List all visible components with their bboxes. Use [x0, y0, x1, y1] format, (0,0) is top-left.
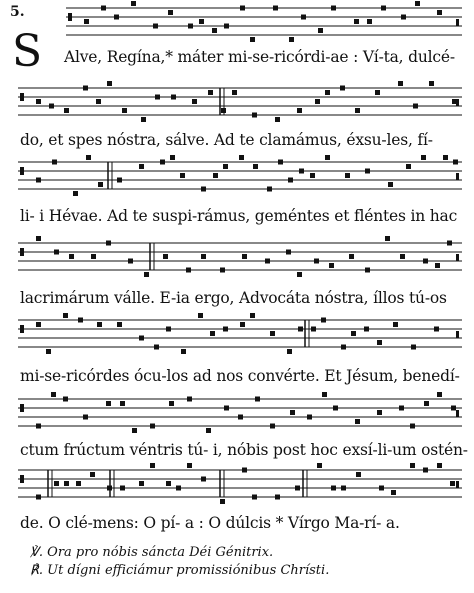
neume-note — [210, 331, 215, 336]
neume-note — [447, 241, 452, 246]
neume-note — [120, 401, 125, 406]
neume-note — [356, 472, 361, 477]
neume-note — [355, 108, 360, 113]
neume-note — [153, 24, 158, 29]
neume-note — [96, 99, 101, 104]
neume-note — [451, 406, 456, 411]
neume-note — [413, 104, 418, 109]
staff-5 — [0, 314, 474, 364]
neume-note — [170, 155, 175, 160]
neume-note — [69, 254, 74, 259]
neume-note — [298, 327, 303, 332]
neume-note — [187, 463, 192, 468]
neume-note — [150, 424, 155, 429]
neume-note — [415, 1, 420, 6]
neume-note — [289, 37, 294, 42]
neume-note — [314, 259, 319, 264]
neume-note — [377, 340, 382, 345]
versicle-line — [30, 545, 273, 560]
neume-note — [275, 117, 280, 122]
neume-note — [341, 345, 346, 350]
neume-note — [120, 486, 125, 491]
neume-note — [128, 259, 133, 264]
neume-note — [36, 178, 41, 183]
neume-note — [52, 160, 57, 165]
neume-note — [424, 401, 429, 406]
neume-note — [83, 415, 88, 420]
neume-note — [421, 155, 426, 160]
lyric-line-2: do, et spes nóstra, sálve. Ad te clamámus, éxsu-les, fí- — [20, 131, 433, 149]
neume-note — [91, 254, 96, 259]
neume-note — [297, 272, 302, 277]
neume-note — [242, 468, 247, 473]
custos-mark — [456, 410, 459, 417]
neume-note — [201, 477, 206, 482]
neume-note — [36, 424, 41, 429]
neume-note — [64, 108, 69, 113]
neume-note — [367, 19, 372, 24]
neume-note — [141, 117, 146, 122]
neume-note — [186, 268, 191, 273]
initial-letter: S — [12, 26, 43, 77]
neume-note — [355, 419, 360, 424]
neume-note — [250, 313, 255, 318]
neume-note — [83, 86, 88, 91]
neume-note — [331, 6, 336, 11]
neume-note — [340, 86, 345, 91]
clef-mark — [20, 167, 24, 175]
clef-mark — [20, 248, 24, 256]
neume-note — [64, 481, 69, 486]
neume-note — [131, 1, 136, 6]
neume-note — [171, 95, 176, 100]
custos-mark — [456, 173, 459, 180]
neume-note — [410, 424, 415, 429]
neume-note — [325, 90, 330, 95]
lyric-line-6: ctum frúctum véntris tú- i, nóbis post hoc exsí-li-um ostén- — [20, 441, 468, 459]
neume-note — [192, 99, 197, 104]
neume-note — [198, 313, 203, 318]
versicle-symbol: ℣. — [30, 545, 44, 560]
neume-note — [423, 468, 428, 473]
staff-2 — [0, 82, 474, 132]
clef-mark — [20, 475, 24, 483]
neume-note — [315, 99, 320, 104]
versicle-text: Ora pro nóbis sáncta Déi Génitrix. — [47, 545, 274, 560]
neume-note — [176, 486, 181, 491]
lyric-line-7: de. O clé-mens: O pí- a : O dúlcis * Vírgo Ma-rí- a. — [20, 514, 400, 532]
clef-mark — [20, 404, 24, 412]
neume-note — [160, 160, 165, 165]
staff-4 — [0, 237, 474, 287]
neume-note — [398, 81, 403, 86]
neume-note — [169, 401, 174, 406]
neume-note — [201, 254, 206, 259]
neume-note — [333, 406, 338, 411]
neume-note — [106, 241, 111, 246]
neume-note — [290, 410, 295, 415]
staff-7 — [0, 464, 474, 514]
neume-note — [377, 410, 382, 415]
neume-note — [84, 19, 89, 24]
neume-note — [155, 95, 160, 100]
neume-note — [223, 327, 228, 332]
neume-note — [265, 259, 270, 264]
neume-note — [221, 108, 226, 113]
neume-note — [76, 481, 81, 486]
neume-note — [310, 173, 315, 178]
neume-note — [224, 406, 229, 411]
neume-note — [375, 90, 380, 95]
neume-note — [36, 495, 41, 500]
neume-note — [331, 486, 336, 491]
neume-note — [437, 10, 442, 15]
neume-note — [411, 345, 416, 350]
neume-note — [223, 164, 228, 169]
neume-note — [450, 481, 455, 486]
neume-note — [307, 415, 312, 420]
neume-note — [288, 178, 293, 183]
neume-note — [240, 322, 245, 327]
neume-note — [345, 173, 350, 178]
neume-note — [98, 182, 103, 187]
neume-note — [232, 90, 237, 95]
neume-note — [117, 178, 122, 183]
neume-note — [54, 250, 59, 255]
neume-note — [49, 104, 54, 109]
neume-note — [201, 187, 206, 192]
neume-note — [401, 15, 406, 20]
lyric-line-1: Alve, Regína,* máter mi-se-ricórdi-ae : Ví-ta, dulcé- — [64, 48, 455, 66]
neume-note — [220, 499, 225, 504]
neume-note — [139, 481, 144, 486]
neume-note — [90, 472, 95, 477]
neume-note — [208, 90, 213, 95]
neume-note — [278, 160, 283, 165]
neume-note — [423, 259, 428, 264]
neume-note — [73, 191, 78, 196]
neume-note — [97, 322, 102, 327]
neume-note — [250, 37, 255, 42]
neume-note — [63, 397, 68, 402]
neume-note — [354, 19, 359, 24]
neume-note — [299, 169, 304, 174]
neume-note — [434, 327, 439, 332]
clef-mark — [20, 93, 24, 101]
neume-note — [114, 15, 119, 20]
neume-note — [437, 392, 442, 397]
neume-note — [385, 236, 390, 241]
clef-mark — [20, 325, 24, 333]
neume-note — [187, 397, 192, 402]
neume-note — [139, 336, 144, 341]
neume-note — [365, 268, 370, 273]
neume-note — [63, 313, 68, 318]
neume-note — [36, 322, 41, 327]
neume-note — [321, 318, 326, 323]
neume-note — [188, 24, 193, 29]
neume-note — [365, 169, 370, 174]
neume-note — [139, 164, 144, 169]
neume-note — [341, 486, 346, 491]
neume-note — [101, 6, 106, 11]
neume-note — [166, 327, 171, 332]
neume-note — [388, 182, 393, 187]
neume-note — [36, 99, 41, 104]
neume-note — [400, 254, 405, 259]
neume-note — [453, 160, 458, 165]
neume-note — [36, 236, 41, 241]
neume-note — [393, 322, 398, 327]
neume-note — [154, 345, 159, 350]
neume-note — [255, 397, 260, 402]
neume-note — [381, 6, 386, 11]
neume-note — [273, 6, 278, 11]
lyric-line-3: li- i Hévae. Ad te suspi-rámus, geméntes et fléntes in hac — [20, 207, 458, 225]
neume-note — [106, 401, 111, 406]
neume-note — [107, 81, 112, 86]
neume-note — [224, 24, 229, 29]
neume-note — [329, 263, 334, 268]
neume-note — [252, 495, 257, 500]
neume-note — [206, 428, 211, 433]
neume-note — [242, 254, 247, 259]
neume-note — [286, 250, 291, 255]
neume-note — [46, 349, 51, 354]
neume-note — [168, 10, 173, 15]
clef-mark — [68, 13, 72, 21]
neume-note — [51, 392, 56, 397]
response-text: Ut dígni efficiámur promissiónibus Chrísti. — [47, 563, 330, 578]
neume-note — [275, 495, 280, 500]
neume-note — [253, 164, 258, 169]
neume-note — [270, 331, 275, 336]
neume-note — [54, 481, 59, 486]
neume-note — [163, 254, 168, 259]
neume-note — [122, 108, 127, 113]
neume-note — [144, 272, 149, 277]
lyric-line-5: mi-se-ricórdes ócu-los ad nos convérte. Et Jésum, benedí- — [20, 367, 460, 385]
neume-note — [199, 19, 204, 24]
neume-note — [150, 463, 155, 468]
neume-note — [379, 486, 384, 491]
neume-note — [238, 415, 243, 420]
staff-3 — [0, 156, 474, 206]
neume-note — [322, 392, 327, 397]
staff-1 — [0, 2, 474, 52]
custos-mark — [456, 254, 459, 261]
neume-note — [325, 155, 330, 160]
neume-note — [399, 406, 404, 411]
custos-mark — [456, 331, 459, 338]
neume-note — [317, 463, 322, 468]
response-symbol: ℟. — [30, 563, 44, 578]
neume-note — [181, 349, 186, 354]
neume-note — [86, 155, 91, 160]
neume-note — [107, 486, 112, 491]
staff-6 — [0, 393, 474, 443]
response-line — [30, 563, 329, 578]
neume-note — [212, 28, 217, 33]
neume-note — [166, 481, 171, 486]
neume-note — [78, 318, 83, 323]
neume-note — [220, 268, 225, 273]
neume-note — [364, 327, 369, 332]
neume-note — [391, 490, 396, 495]
neume-note — [301, 15, 306, 20]
lyric-line-4: lacrimárum válle. E-ia ergo, Advocáta nóstra, íllos tú-os — [20, 289, 447, 307]
neume-note — [311, 327, 316, 332]
neume-note — [410, 463, 415, 468]
neume-note — [213, 173, 218, 178]
neume-note — [349, 254, 354, 259]
neume-note — [267, 187, 272, 192]
neume-note — [239, 155, 244, 160]
neume-note — [435, 263, 440, 268]
neume-note — [252, 113, 257, 118]
neume-note — [297, 108, 302, 113]
custos-mark — [456, 99, 459, 106]
neume-note — [406, 164, 411, 169]
neume-note — [287, 349, 292, 354]
custos-mark — [456, 481, 459, 488]
neume-note — [180, 173, 185, 178]
chant-number: 5. — [10, 4, 25, 20]
neume-note — [132, 428, 137, 433]
neume-note — [270, 424, 275, 429]
neume-note — [437, 463, 442, 468]
neume-note — [351, 331, 356, 336]
custos-mark — [456, 19, 459, 26]
neume-note — [318, 28, 323, 33]
neume-note — [429, 81, 434, 86]
neume-note — [443, 155, 448, 160]
neume-note — [295, 486, 300, 491]
neume-note — [240, 6, 245, 11]
neume-note — [117, 322, 122, 327]
